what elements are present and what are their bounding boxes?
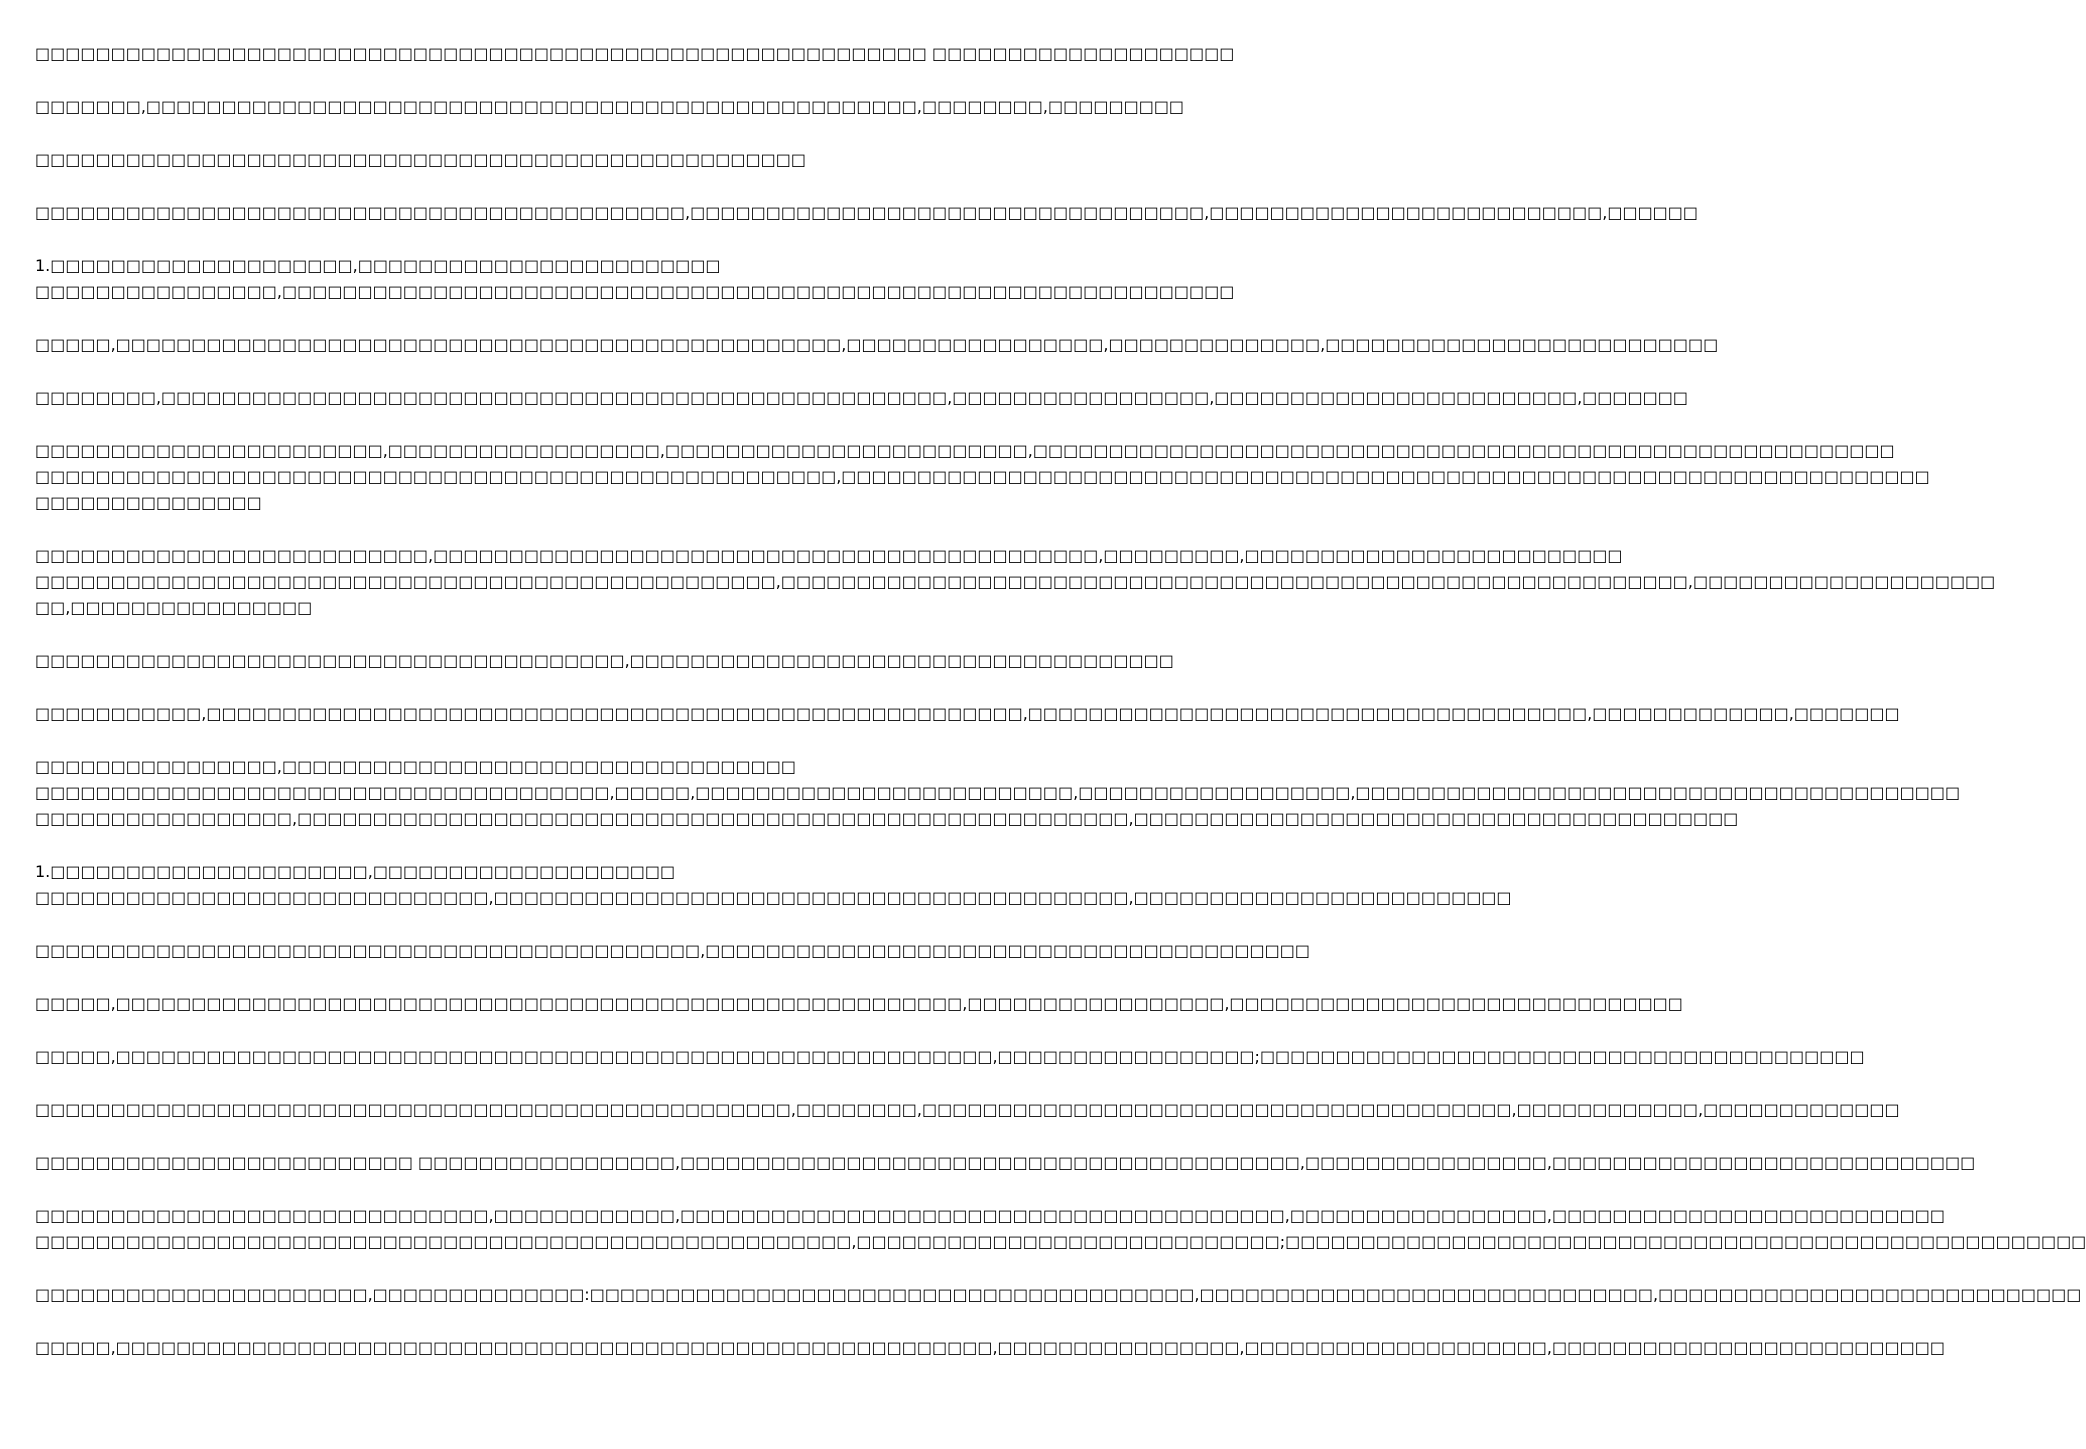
- paragraph-line: □□□□□□□□□□□□□□□□□□□□□□□□□□□□□□□□□□□□□□□□□□□□□□□□□□□□□,□□□□□□□□□□□□□□□□□□□□□□□□□□□□□□□□□□□□□□□□□□□□□□□□□□□□□□□□□□□□□□□□□□□□□□□□: [35, 467, 1930, 486]
- paragraph-line: □□,□□□□□□□□□□□□□□□□: [35, 598, 313, 617]
- paragraph-line: □□□□□□□□□□□□□□□□□□□□□□□□□□□□□□□□□□□□□□□□□□□□□□□□□,□□□□□□□□□□□□□□□□□□□□□□□□□□□□□□□□□□□□□□□□□□□□□□□□□□□□□□□□□□□□,□□□□□□□□□□□□□□□□□□□□: [35, 572, 1996, 591]
- paragraph: [35, 754, 1961, 832]
- paragraph-line: □□□□□,□□□□□□□□□□□□□□□□□□□□□□□□□□□□□□□□□□□□□□□□□□□□□□□□,□□□□□□□□□□□□□□□□□,□□□□□□□□□□□□□□,□□□□□□□□□□□□□□□□□□□□□□□□□□: [35, 335, 1719, 354]
- paragraph-line: □□□□□□□□□□□□□□□□□□□□□□□□□□□□□□□□□□□□□□□□□□□□,□□□□□□□□□□□□□□□□□□□□□□□□□□□□□□□□□□□□□□□□: [35, 941, 1310, 960]
- paragraph-line: □□□□□□□□□□□□□□□□□□□□□□□□□□□□□□□□□□□□□□□□□□□□□□□□□□□□□□□□□□□ □□□□□□□□□□□□□□□□□□□□: [35, 44, 1235, 63]
- paragraph-line: 1.□□□□□□□□□□□□□□□□□□□□,□□□□□□□□□□□□□□□□□□□□□□□□: [35, 256, 721, 275]
- paragraph: [35, 1335, 1945, 1361]
- paragraph-line: □□□□□□□□□□□□□□□□□□□□□□□□□□□□□□,□□□□□□□□□□□□,□□□□□□□□□□□□□□□□□□□□□□□□□□□□□□□□□□□□□□□□,□□□□□□□□□□□□□□□□□,□□□□□□□□□□□□□□□□□□□□□□□□□□: [35, 1206, 1945, 1225]
- paragraph-line: □□□□□□□□□□□□□□□□□□□□□□□□□□□□□□□□□□□□□□□,□□□□□□□□□□□□□□□□□□□□□□□□□□□□□□□□□□□□: [35, 651, 1174, 670]
- paragraph-line: □□□□□□□□□□□□□□□□□□□□□□□□□ □□□□□□□□□□□□□□□□□,□□□□□□□□□□□□□□□□□□□□□□□□□□□□□□□□□□□□□□□□□,□□□□□□□□□□□□□□□□,□□□□□□□□□□□□□□□□□□□□□□□□□□□□: [35, 1153, 1976, 1172]
- paragraph: [35, 438, 1930, 516]
- paragraph-line: □□□□□□□□□□□□□□□□□□□□□□□□□□□□□□□□□□□□□□□□□□□□□□□□□□□□□□,□□□□□□□□□□□□□□□□□□□□□□□□□□□□;□□□□□□□□□□□□□□□□□□□□□□□□□□□□□□□□□□□□□□□□□□□□□□□□□□□□□: [35, 1232, 2086, 1251]
- paragraph-line: □□□□□□□□□□□□□□□□□,□□□□□□□□□□□□□□□□□□□□□□□□□□□□□□□□□□□□□□□□□□□□□□□□□□□□□□□,□□□□□□□□□□□□□□□□□□□□□□□□□□□□□□□□□□□□□□□□: [35, 809, 1739, 828]
- paragraph-line: □□□□□□□□□□□□□□□□,□□□□□□□□□□□□□□□□□□□□□□□□□□□□□□□□□□: [35, 757, 796, 776]
- paragraph-line: □□□□□,□□□□□□□□□□□□□□□□□□□□□□□□□□□□□□□□□□□□□□□□□□□□□□□□□□□□□□□□,□□□□□□□□□□□□□□□□□,□□□□□□□□□□□□□□□□□□□□□□□□□□□□□□: [35, 994, 1683, 1013]
- paragraph-line: □□□□□□□□□□□□□□□□□□□□□□□□□□□□□□,□□□□□□□□□□□□□□□□□□□□□□□□□□□□□□□□□□□□□□□□□□,□□□□□□□□□□□□□□□□□□□□□□□□□: [35, 888, 1512, 907]
- paragraph-line: □□□□□□□□□□□□□□□: [35, 493, 262, 512]
- paragraph: [35, 147, 989, 173]
- paragraph-line: □□□□□□□,□□□□□□□□□□□□□□□□□□□□□□□□□□□□□□□□□□□□□□□□□□□□□□□□□□□,□□□□□□□□,□□□□□□□□□: [35, 97, 1185, 116]
- paragraph-line: □□□□□□□□□□□□□□□□□□□□□□□□□□□□□□□□□□□□□□,□□□□□,□□□□□□□□□□□□□□□□□□□□□□□□□,□□□□□□□□□□□□□□□□□□,□□□□□□□□□□□□□□□□□□□□□□□□□□□□□□□□□□□□□□□□: [35, 783, 1961, 802]
- paragraph: [35, 1282, 2082, 1308]
- paragraph: [35, 701, 1900, 727]
- paragraph: [35, 200, 1699, 226]
- paragraph-line: □□□□□□□□□□□□□□□□□□□□□□□□□□,□□□□□□□□□□□□□□□□□□□□□□□□□□□□□□□□□□□□□□□□□□□□,□□□□□□□□□,□□□□□□□□□□□□□□□□□□□□□□□□□: [35, 546, 1623, 565]
- paragraph: [35, 385, 1688, 411]
- paragraph-line: □□□□□,□□□□□□□□□□□□□□□□□□□□□□□□□□□□□□□□□□□□□□□□□□□□□□□□□□□□□□□□□□,□□□□□□□□□□□□□□□□,□□□□□□□□□□□□□□□□□□□□,□□□□□□□□□□□□□□□□□□□□□□□□□□: [35, 1338, 1945, 1357]
- paragraph-line: □□□□□□□□□□□□□□□□□□□□□□□,□□□□□□□□□□□□□□□□□□,□□□□□□□□□□□□□□□□□□□□□□□□,□□□□□□□□□□□□□□□□□□□□□□□□□□□□□□□□□□□□□□□□□□□□□□□□□□□□□□□□□: [35, 441, 1895, 460]
- paragraph: [35, 253, 1235, 305]
- paragraph: [35, 1044, 1865, 1070]
- paragraph-line: □□□□□□□□□□□□□□□□□□□□□□□□□□□□□□□□□□□□□□□□□□□□□□□□□□,□□□□□□□□,□□□□□□□□□□□□□□□□□□□□□□□□□□□□□□□□□□□□□□□,□□□□□□□□□□□□,□□□□□□□□□□□□□: [35, 1100, 1900, 1119]
- paragraph: [35, 1097, 1900, 1123]
- paragraph-line: 1.□□□□□□□□□□□□□□□□□□□□□,□□□□□□□□□□□□□□□□□□□□: [35, 862, 676, 881]
- paragraph-line: □□□□□□□□□□□□□□□□□□□□□□□□□□□□□□□□□□□□□□□□□□□□□□□□□□□: [35, 150, 806, 169]
- paragraph-line: □□□□□□□□,□□□□□□□□□□□□□□□□□□□□□□□□□□□□□□□□□□□□□□□□□□□□□□□□□□□□,□□□□□□□□□□□□□□□□□,□□□□□□□□□□□□□□□□□□□□□□□□,□□□□□□□: [35, 388, 1688, 407]
- paragraph-line: □□□□□□□□□□□□□□□□,□□□□□□□□□□□□□□□□□□□□□□□□□□□□□□□□□□□□□□□□□□□□□□□□□□□□□□□□□□□□□□□: [35, 282, 1235, 301]
- paragraph: [35, 1203, 2086, 1255]
- paragraph: [35, 41, 1235, 67]
- paragraph: [35, 648, 1174, 674]
- paragraph: [35, 991, 1683, 1017]
- paragraph-line: □□□□□,□□□□□□□□□□□□□□□□□□□□□□□□□□□□□□□□□□□□□□□□□□□□□□□□□□□□□□□□□□,□□□□□□□□□□□□□□□□□;□□□□□□□□□□□□□□□□□□□□□□□□□□□□□□□□□□□□□□□□: [35, 1047, 1865, 1066]
- paragraph: [35, 859, 1512, 911]
- paragraph-line: □□□□□□□□□□□□□□□□□□□□□□□□□□□□□□□□□□□□□□□□□□□,□□□□□□□□□□□□□□□□□□□□□□□□□□□□□□□□□□,□□□□□□□□□□□□□□□□□□□□□□□□□□,□□□□□□: [35, 203, 1699, 222]
- paragraph: [35, 1150, 1976, 1176]
- paragraph-line: □□□□□□□□□□□,□□□□□□□□□□□□□□□□□□□□□□□□□□□□□□□□□□□□□□□□□□□□□□□□□□□□□□,□□□□□□□□□□□□□□□□□□□□□□□□□□□□□□□□□□□□□,□□□□□□□□□□□□□,□□□□□□□: [35, 704, 1900, 723]
- paragraph: [35, 94, 1185, 120]
- paragraph-line: □□□□□□□□□□□□□□□□□□□□□□,□□□□□□□□□□□□□□:□□□□□□□□□□□□□□□□□□□□□□□□□□□□□□□□□□□□□□□□,□□□□□□□□□□□□□□□□□□□□□□□□□□□□□□,□□□□□□□□□□□□□□□□□□□□□□□□□□□□: [35, 1285, 2082, 1304]
- paragraph: [35, 938, 1310, 964]
- paragraph: [35, 332, 1719, 358]
- paragraph: [35, 543, 1996, 621]
